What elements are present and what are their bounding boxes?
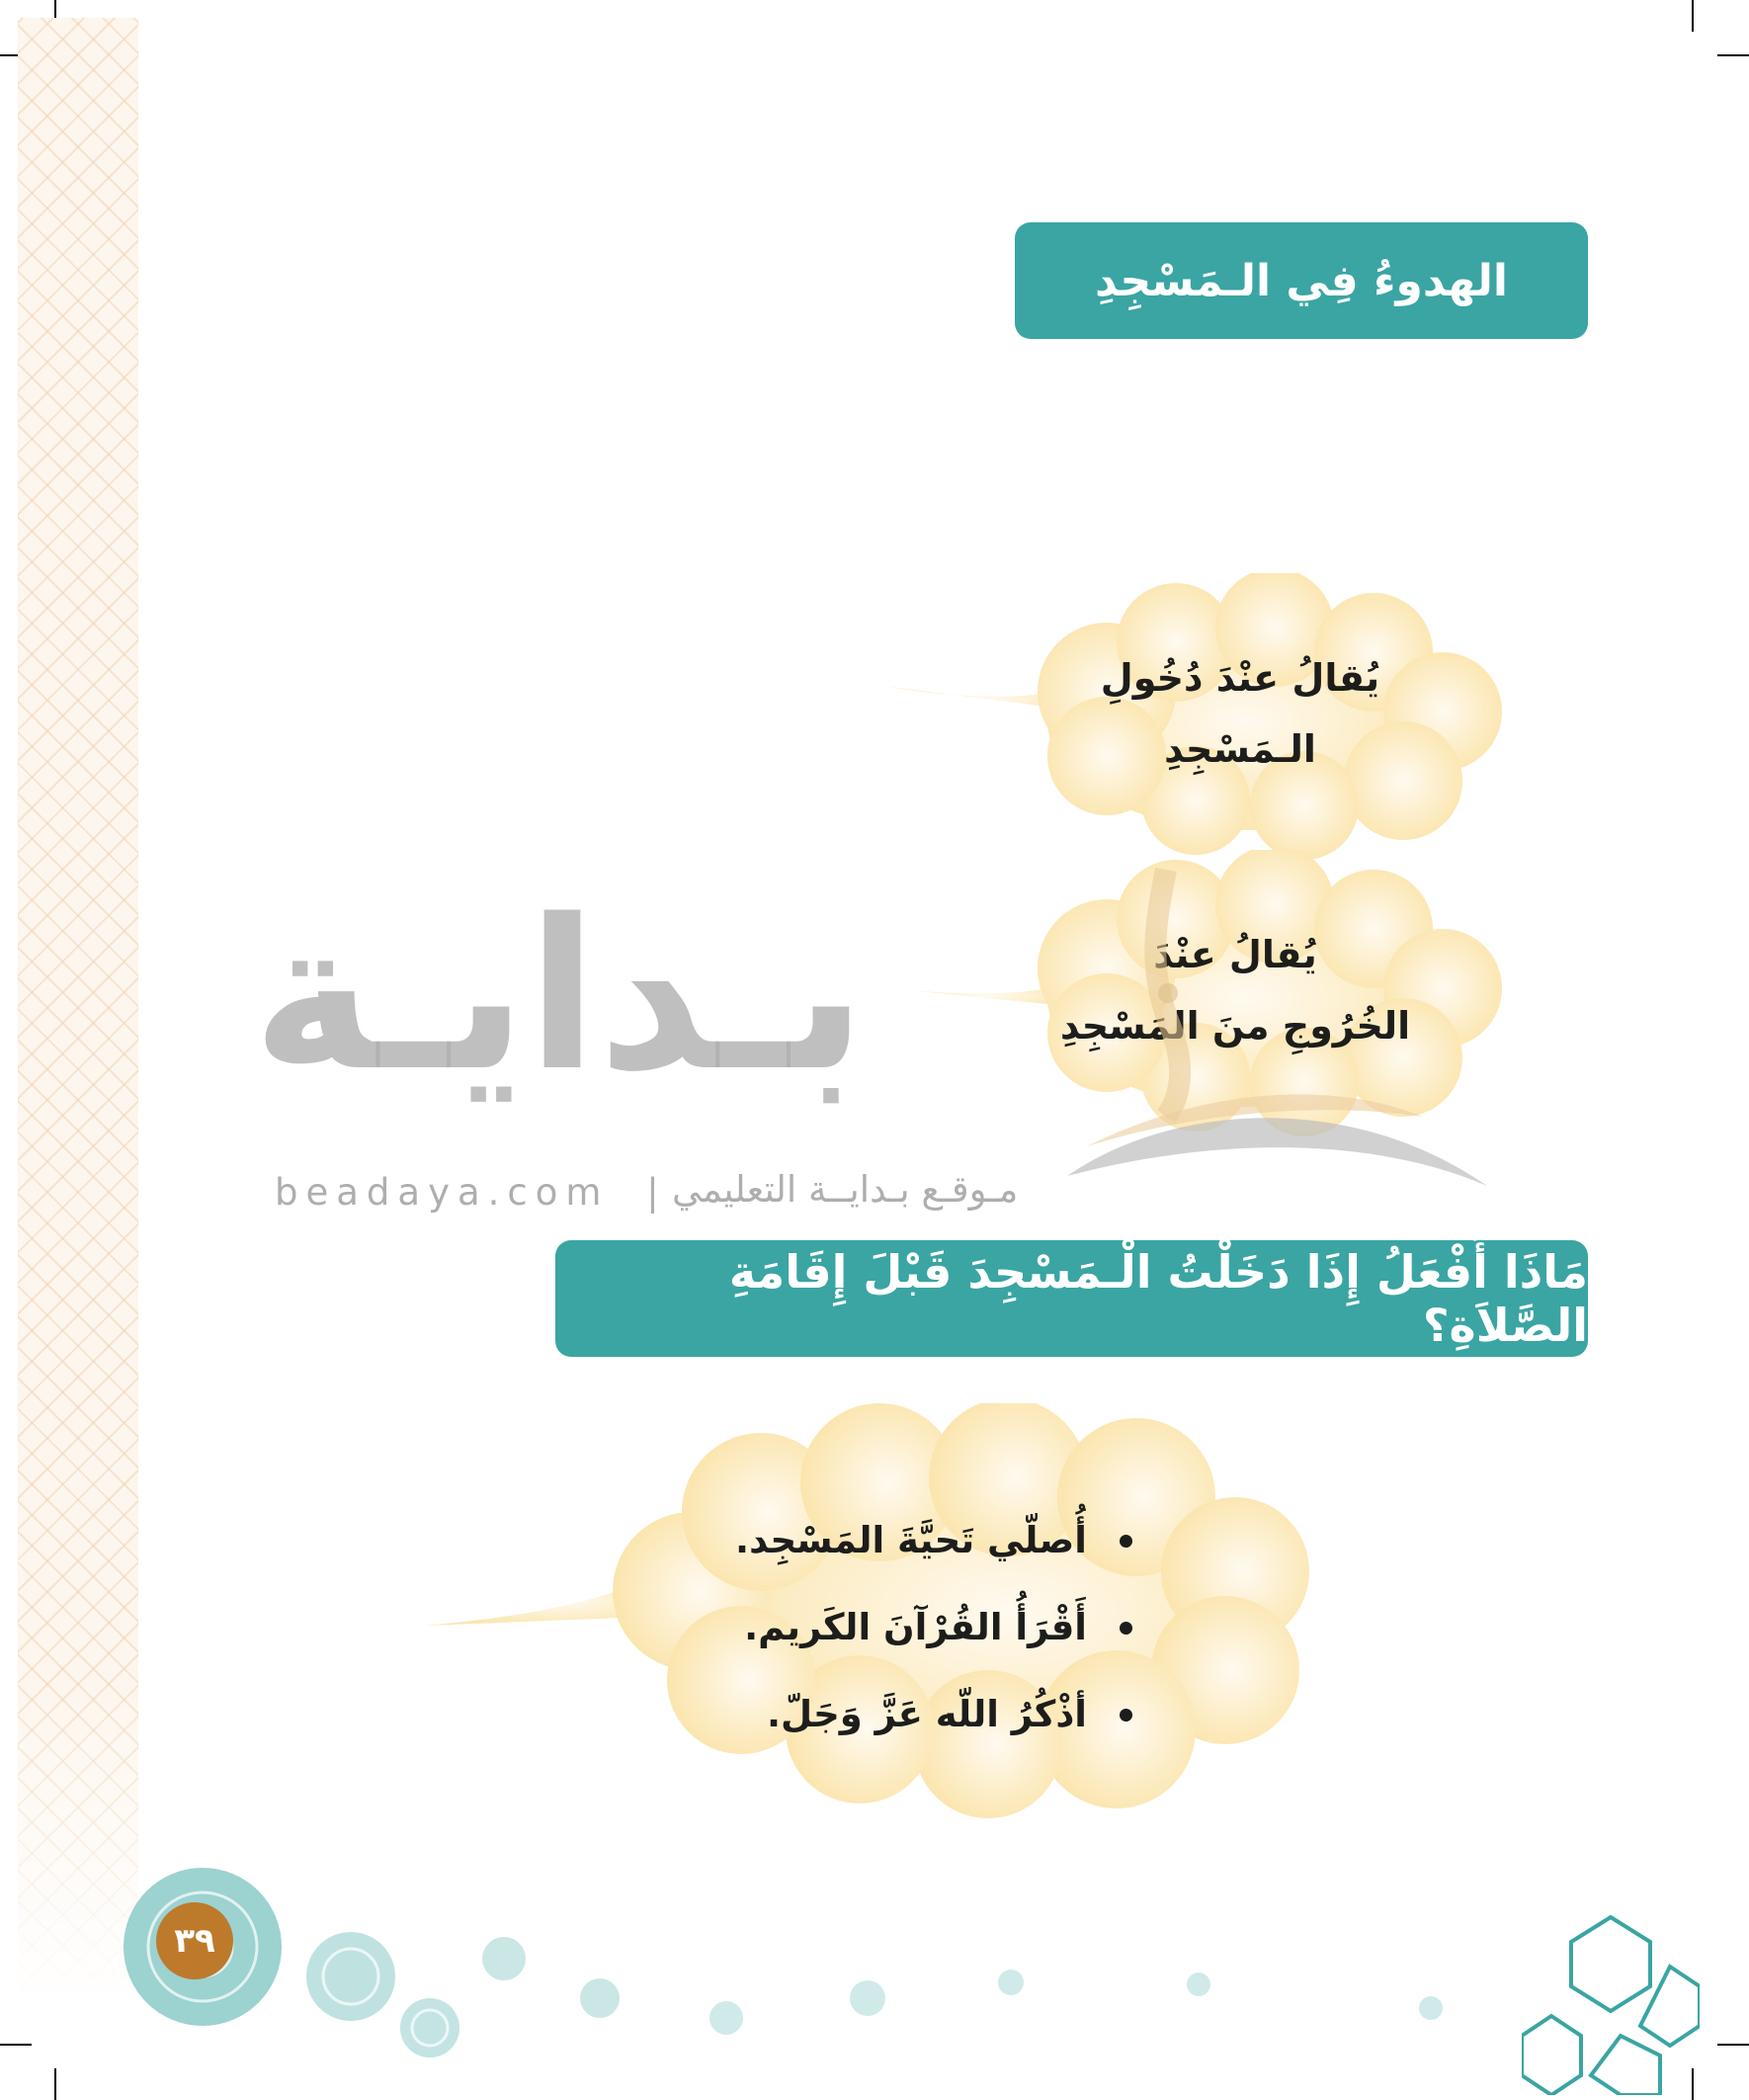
watermark-tagline: مـوقـع بـدايــة التعليمي [672, 1168, 1019, 1211]
answer-item: أذْكُرُ اللّه عَزَّ وَجَلّ. [692, 1671, 1136, 1758]
cloud-entry-line-2: الـمَسْجِدِ [1164, 727, 1316, 771]
cloud-exit-line-1: يُقالُ عنْدَ [1153, 933, 1317, 976]
watermark-url [275, 1171, 667, 1214]
corner-geometric-pattern [1522, 1897, 1700, 2095]
bottom-rosette-decoration [109, 1838, 1462, 2065]
crop-mark [1692, 0, 1694, 32]
question-text: مَاذَا أَفْعَلُ إِذَا دَخَلْتُ الْـمَسْجِدَ قَبْلَ إِقَامَةِ الصَّلاَةِ؟ [728, 1245, 1588, 1352]
watermark-url-text: beadaya.com [275, 1171, 610, 1214]
crop-mark [1717, 54, 1749, 56]
question-heading [555, 1240, 1588, 1357]
crop-mark [1717, 2044, 1749, 2046]
crop-mark [0, 2044, 32, 2046]
watermark-word: بـدايـة [252, 875, 867, 1117]
answer-item: أَقْرَأُ القُرْآنَ الكَريم. [692, 1584, 1136, 1671]
cloud-entry-line-1: يُقالُ عنْدَ دُخُولِ [1100, 656, 1380, 700]
page-number-badge [156, 1902, 233, 1979]
crop-mark [54, 2068, 56, 2100]
page-number: ٣٩ [174, 1921, 215, 1961]
cloud-exit-line-2: الخُرُوجِ منَ المَسْجِدِ [1059, 1004, 1411, 1048]
answer-list [692, 1497, 1136, 1758]
section-heading [1015, 222, 1588, 339]
watermark-separator: | [646, 1171, 667, 1214]
heading-text: الهدوءُ فِي الـمَسْجِدِ [1095, 255, 1508, 306]
answer-item: أُصلّي تَحيَّةَ المَسْجِد. [692, 1497, 1136, 1584]
cloud-entry-text [1067, 642, 1413, 785]
